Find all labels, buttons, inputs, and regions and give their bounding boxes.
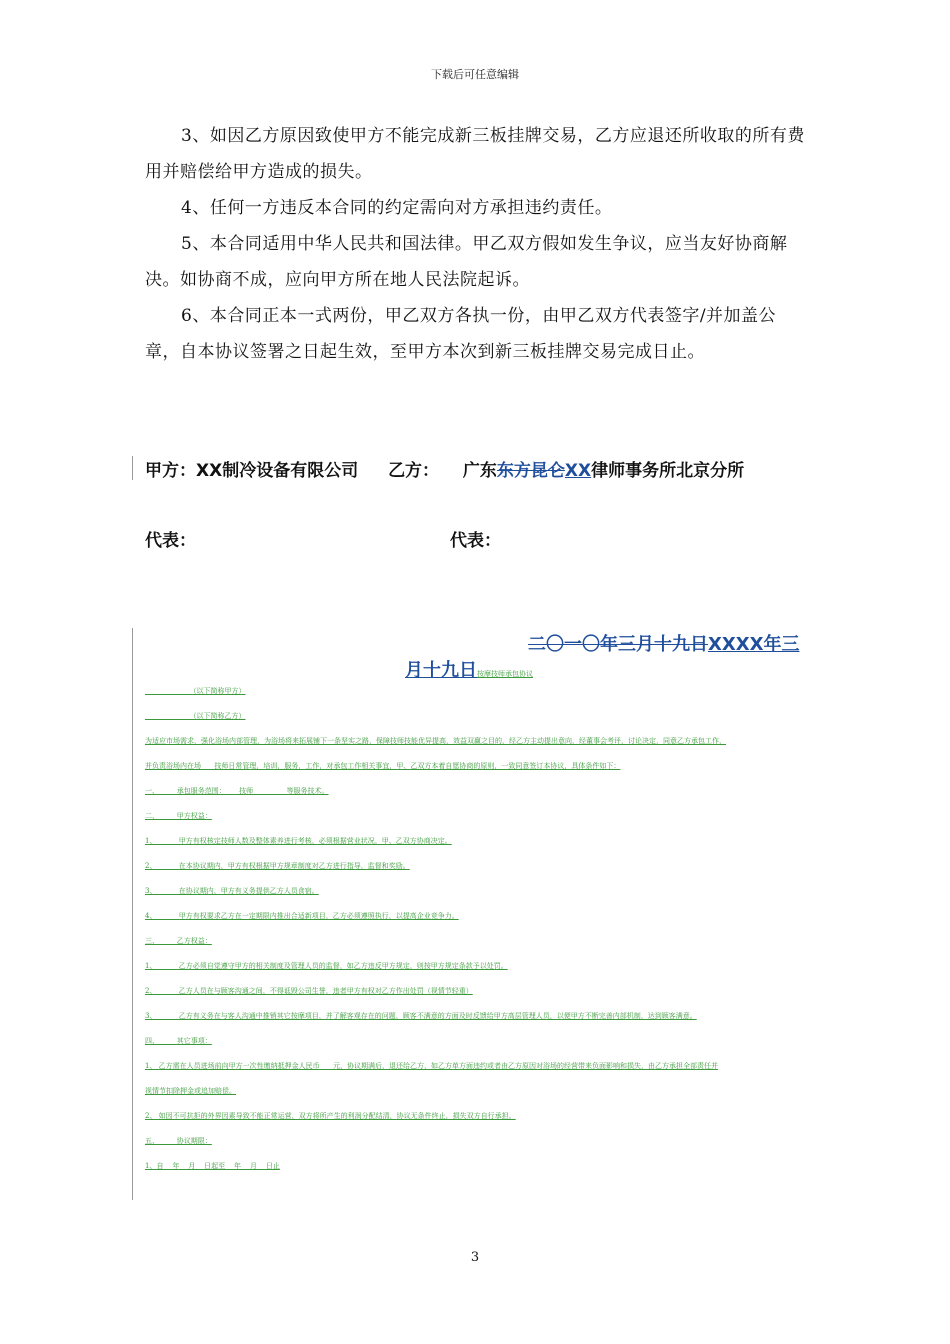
rep-left: 代表： <box>145 531 196 551</box>
inserted-line: 五、 协议期限： <box>145 1137 212 1145</box>
date-inserted-2: 月十九日 <box>405 660 477 681</box>
inserted-line: 2、 如因不可抗拒的外界因素导致不能正常运营，双方将所产生的利润分配结清，协议无条件终止，损失双方自行承担。 <box>145 1112 516 1120</box>
party-a: 甲方：XX制冷设备有限公司 <box>145 461 359 481</box>
clause-5: 5、本合同适用中华人民共和国法律。甲乙双方假如发生争议，应当友好协商解决。如协商不成，应向甲方所在地人民法院起诉。 <box>145 234 788 290</box>
party-b-suffix: 律师事务所北京分所 <box>591 461 745 481</box>
party-b-label: 乙方： <box>388 461 440 481</box>
date-line-1 <box>528 630 800 656</box>
date-line-2 <box>405 656 533 682</box>
inserted-line: 3、 在协议期内，甲方有义务提供乙方人员食宿。 <box>145 887 319 895</box>
rep-right: 代表： <box>450 531 501 551</box>
clause-3: 3、如因乙方原因致使甲方不能完成新三板挂牌交易，乙方应退还所收取的所有费用并赔偿给甲方造成的损失。 <box>145 126 805 182</box>
inserted-line: 1、 乙方必须自觉遵守甲方的相关制度及管理人员的监督，如乙方违反甲方规定，则按甲方规定条款予以处罚。 <box>145 962 508 970</box>
inserted-line: 3、 乙方有义务在与客人沟通中推销其它按摩项目，并了解客观存在的问题，顾客不满意的方面及时反馈给甲方高层管理人员，以便甲方不断完善内部机制，达到顾客满意。 <box>145 1012 697 1020</box>
inserted-line: （以下简称甲方） <box>145 687 246 695</box>
clause-6: 6、本合同正本一式两份，甲乙双方各执一份，由甲乙双方代表签字/并加盖公章，自本协议签署之日起生效，至甲方本次到新三板挂牌交易完成日止。 <box>145 306 777 362</box>
date-inserted-1: XXXX年三 <box>708 634 800 655</box>
inserted-line: 1、 乙方需在人员进场前向甲方一次性缴纳抵押金人民币 元，协议期满后，退还给乙方，如乙方单方面违约或者由乙方原因对浴场的经营带来负面影响和损失，由乙方承担全部责任并 <box>145 1062 719 1070</box>
inserted-line: 并负责浴场内在场 技师日常管理，培训，服务，工作，对承包工作相关事宜，甲、乙双方本着自愿协商的原则，一致同意签订本协议，具体条件如下： <box>145 762 621 770</box>
inserted-line: 视情节扣除押金或追加赔偿。 <box>145 1087 236 1095</box>
party-b-inserted: XX <box>564 461 592 481</box>
page-number: 3 <box>470 1250 480 1265</box>
inserted-line: （以下简称乙方） <box>145 712 246 720</box>
change-bar <box>132 456 133 480</box>
inserted-line: 2、 在本协议期内，甲方有权根据甲方规章制度对乙方进行指导，监督和奖励。 <box>145 862 410 870</box>
date-deleted: 二〇一〇年三月十九日 <box>528 634 708 655</box>
inserted-line: 一、 承包服务范围： 技师 等服务技术。 <box>145 787 329 795</box>
inserted-line: 1、 甲方有权核定技师人数及整体素养进行考核，必须根据营业状况，甲、乙双方协商决定。 <box>145 837 452 845</box>
inserted-line: 2、 乙方人员在与顾客沟通之间，不得诋毁公司生誉，违者甲方有权对乙方作出处罚（视情节轻重） <box>145 987 473 995</box>
party-b-prefix: 广东 <box>462 461 497 481</box>
party-line <box>145 456 744 481</box>
inserted-line: 四、 其它事项： <box>145 1037 212 1045</box>
inserted-line: 三、 乙方权益： <box>145 937 212 945</box>
inserted-line: 4、 甲方有权要求乙方在一定期限内推出合适新项目，乙方必须遵照执行，以提高企业竞争力。 <box>145 912 459 920</box>
inserted-line: 二、 甲方权益： <box>145 812 212 820</box>
page-header: 下载后可任意编辑 <box>431 68 519 81</box>
inserted-line: 1、自 年 月 日起至 年 月 日止 <box>145 1162 280 1170</box>
party-b-deleted: 东方昆仑 <box>496 461 565 481</box>
clause-4: 4、任何一方违反本合同的约定需向对方承担违约责任。 <box>181 198 613 218</box>
agreement-title: 按摩技师承包协议 <box>477 670 533 678</box>
inserted-line: 为适应市场需求，强化浴场内部管理，为浴场将来拓展铺下一条坚实之路，保障技师技能优异提高，效益双赢之目的，经乙方主动提出意向，经董事会考评，讨论决定，同意乙方承包工作， <box>145 737 726 745</box>
change-bar-long <box>132 628 133 1200</box>
